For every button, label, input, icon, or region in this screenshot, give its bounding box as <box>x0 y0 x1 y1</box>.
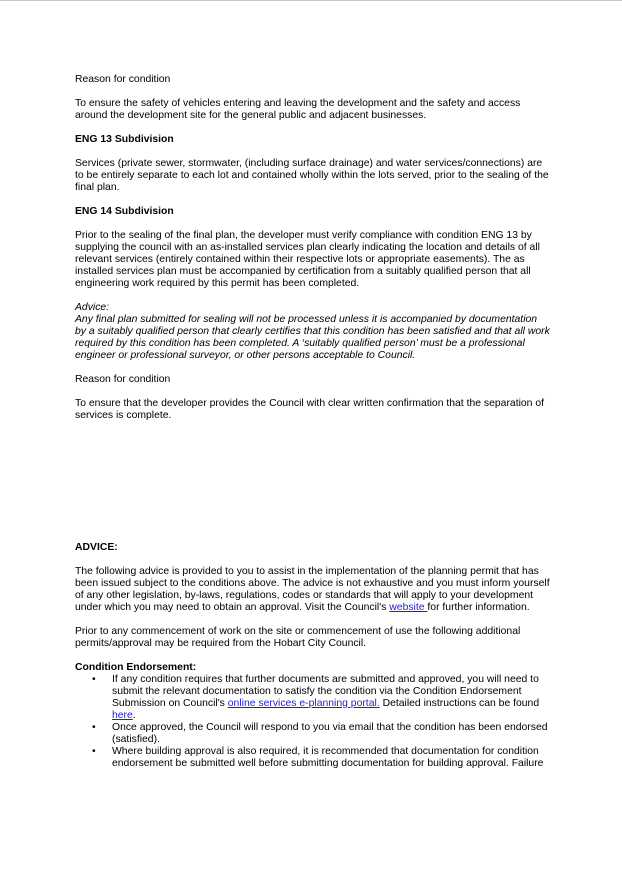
item3-text: Where building approval is also required, it is recommended that documentation for condition endorsement be submitted well before submitting documentation for building approval. Failure <box>112 746 544 769</box>
condition-endorsement-heading: Condition Endorsement: <box>75 662 197 673</box>
eng13-heading: ENG 13 Subdivision <box>75 134 174 145</box>
document-page <box>75 74 550 770</box>
page-top-border <box>0 0 622 1</box>
condition-endorsement-list <box>75 674 550 770</box>
eng14-advice-text: Any final plan submitted for sealing will not be processed unless it is accompanied by documentation by a suitably qualified person that clearly certifies that this condition has been satisfied and that all work required by this condition has been completed. A ‘suitably qualified person’ must be a professional engineer or professional surveyor, or other persons acceptable to Council. <box>75 314 550 361</box>
reason-heading-1: Reason for condition <box>75 74 171 85</box>
eng14-advice <box>75 302 550 362</box>
reason-text-1: To ensure the safety of vehicles entering and leaving the development and the safety and access around the development site for the general public and adjacent businesses. <box>75 98 521 121</box>
list-item <box>92 746 550 770</box>
item2-text: Once approved, the Council will respond to you via email that the condition has been endorsed (satisfied). <box>112 722 548 745</box>
reason-text-2: To ensure that the developer provides the Council with clear written confirmation that the separation of services is complete. <box>75 398 544 421</box>
website-link[interactable]: website <box>389 602 428 613</box>
eng14-advice-label: Advice: <box>75 302 110 313</box>
advice-intro <box>75 566 550 614</box>
advice-intro-end: for further information. <box>427 602 530 613</box>
list-item <box>92 674 550 722</box>
item1-end: . <box>132 710 136 721</box>
reason-heading-2: Reason for condition <box>75 374 171 385</box>
instructions-here-link[interactable]: here <box>112 710 133 721</box>
eng14-text: Prior to the sealing of the final plan, the developer must verify compliance with condition ENG 13 by supplying the council with an as-installed services plan clearly indicating the location and details of all relevant services (entirely contained within their respective lots or appropriate easements). The as installed services plan must be accompanied by certification from a suitably qualified person that all engineering work required by this permit has been completed. <box>75 230 540 289</box>
e-planning-portal-link[interactable]: online services e-planning portal. <box>227 698 380 709</box>
advice-heading: ADVICE: <box>75 542 118 553</box>
bullet-icon: • <box>92 722 96 733</box>
list-item <box>92 722 550 746</box>
eng13-text: Services (private sewer, stormwater, (including surface drainage) and water services/connections) are to be entirely separate to each lot and contained wholly within the lots served, prior to the sealing of the final plan. <box>75 158 549 193</box>
item1-middle: Detailed instructions can be found <box>379 698 540 709</box>
eng14-heading: ENG 14 Subdivision <box>75 206 174 217</box>
bullet-icon: • <box>92 674 96 685</box>
bullet-icon: • <box>92 746 96 757</box>
advice-intro-text: The following advice is provided to you to assist in the implementation of the planning permit that has been issued subject to the conditions above. The advice is not exhaustive and you must inform yourself of any other legislation, by-laws, regulations, codes or standards that will apply to your development under which you may need to obtain an approval. Visit the Council's <box>75 566 550 613</box>
blank-space <box>75 434 550 542</box>
item1-text: If any condition requires that further documents are submitted and approved, you will need to submit the relevant documentation to satisfy the condition via the Condition Endorsement Submission on Council's <box>112 674 539 709</box>
advice-prior-text: Prior to any commencement of work on the site or commencement of use the following additional permits/approval may be required from the Hobart City Council. <box>75 626 521 649</box>
